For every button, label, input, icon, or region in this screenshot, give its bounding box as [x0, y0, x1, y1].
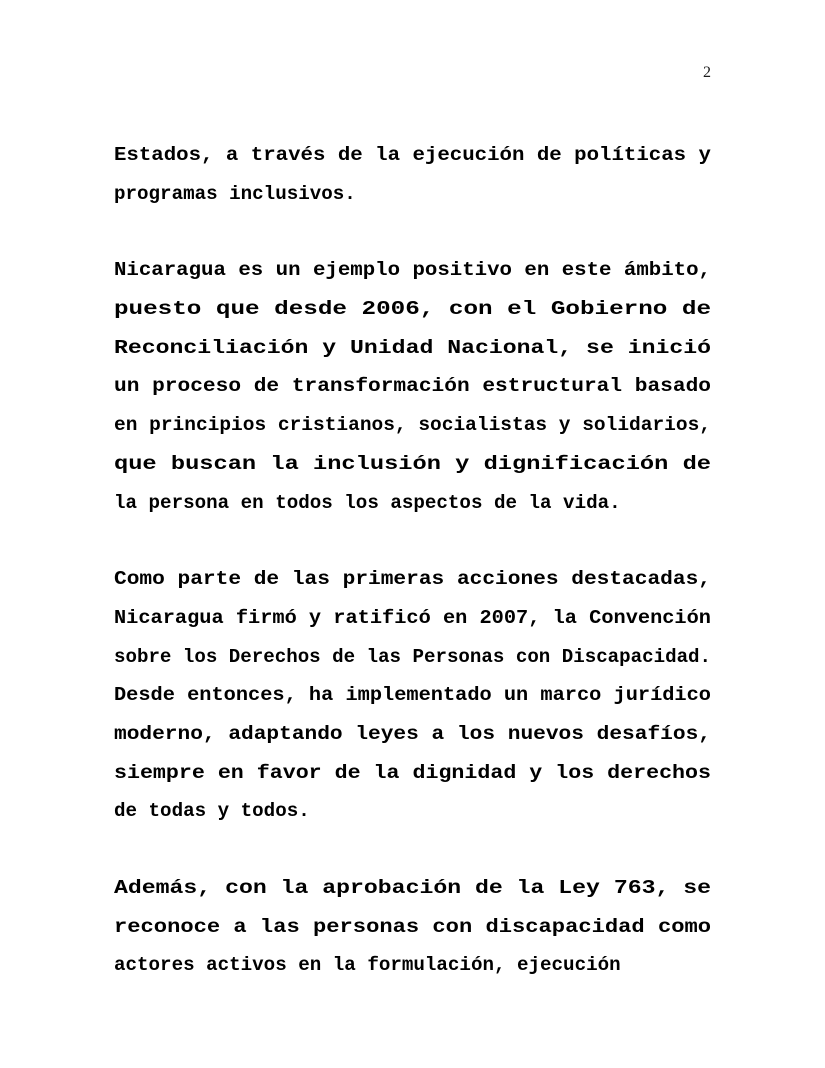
body-text-column [114, 136, 711, 985]
text-line-content: Nicaragua firmó y ratificó en 2007, la Convención [114, 606, 711, 629]
text-line [114, 676, 711, 715]
text-line-content: de todas y todos. [114, 800, 310, 823]
text-line [114, 251, 711, 290]
text-line-content: actores activos en la formulación, ejecución [114, 954, 621, 977]
text-line [114, 484, 711, 523]
text-line [114, 754, 711, 793]
text-line-content: reconoce a las personas con discapacidad como [114, 915, 712, 938]
text-line-content: siempre en favor de la dignidad y los derechos [114, 761, 711, 784]
text-line [114, 175, 711, 214]
page-number: 2 [703, 64, 711, 81]
text-line [114, 445, 711, 484]
text-line [114, 599, 711, 638]
text-line [114, 792, 711, 831]
text-line-content: que buscan la inclusión y dignificación de [114, 452, 712, 475]
paragraph [114, 560, 711, 831]
text-line-content: puesto que desde 2006, con el Gobierno de [114, 298, 712, 321]
text-line-content: programas inclusivos. [114, 182, 356, 205]
text-line [114, 908, 711, 947]
text-line [114, 329, 711, 368]
paragraph [114, 136, 711, 213]
text-line [114, 406, 711, 445]
text-line-content: Reconciliación y Unidad Nacional, se inició [114, 336, 712, 359]
text-line-content: Desde entonces, ha implementado un marco jurídico [114, 684, 711, 707]
text-line [114, 367, 711, 406]
text-line [114, 560, 711, 599]
text-line-content: Nicaragua es un ejemplo positivo en este ámbito, [114, 259, 711, 282]
text-line-content: Además, con la aprobación de la Ley 763, se [114, 877, 712, 899]
paragraph [114, 251, 711, 522]
text-line-content: en principios cristianos, socialistas y solidarios, [114, 414, 711, 437]
paragraph [114, 869, 711, 985]
text-line [114, 869, 711, 908]
text-line-content: moderno, adaptando leyes a los nuevos desafíos, [114, 722, 711, 745]
text-line [114, 946, 711, 985]
text-line-content: la persona en todos los aspectos de la vida. [114, 491, 621, 514]
text-line-content: Estados, a través de la ejecución de políticas y [114, 144, 711, 166]
text-line [114, 290, 711, 329]
text-line [114, 136, 711, 175]
text-line-content: un proceso de transformación estructural basado [114, 375, 711, 398]
text-line [114, 715, 711, 754]
text-line [114, 638, 711, 677]
text-line-content: sobre los Derechos de las Personas con Discapacidad. [114, 645, 712, 668]
text-line-content: Como parte de las primeras acciones destacadas, [114, 568, 711, 591]
